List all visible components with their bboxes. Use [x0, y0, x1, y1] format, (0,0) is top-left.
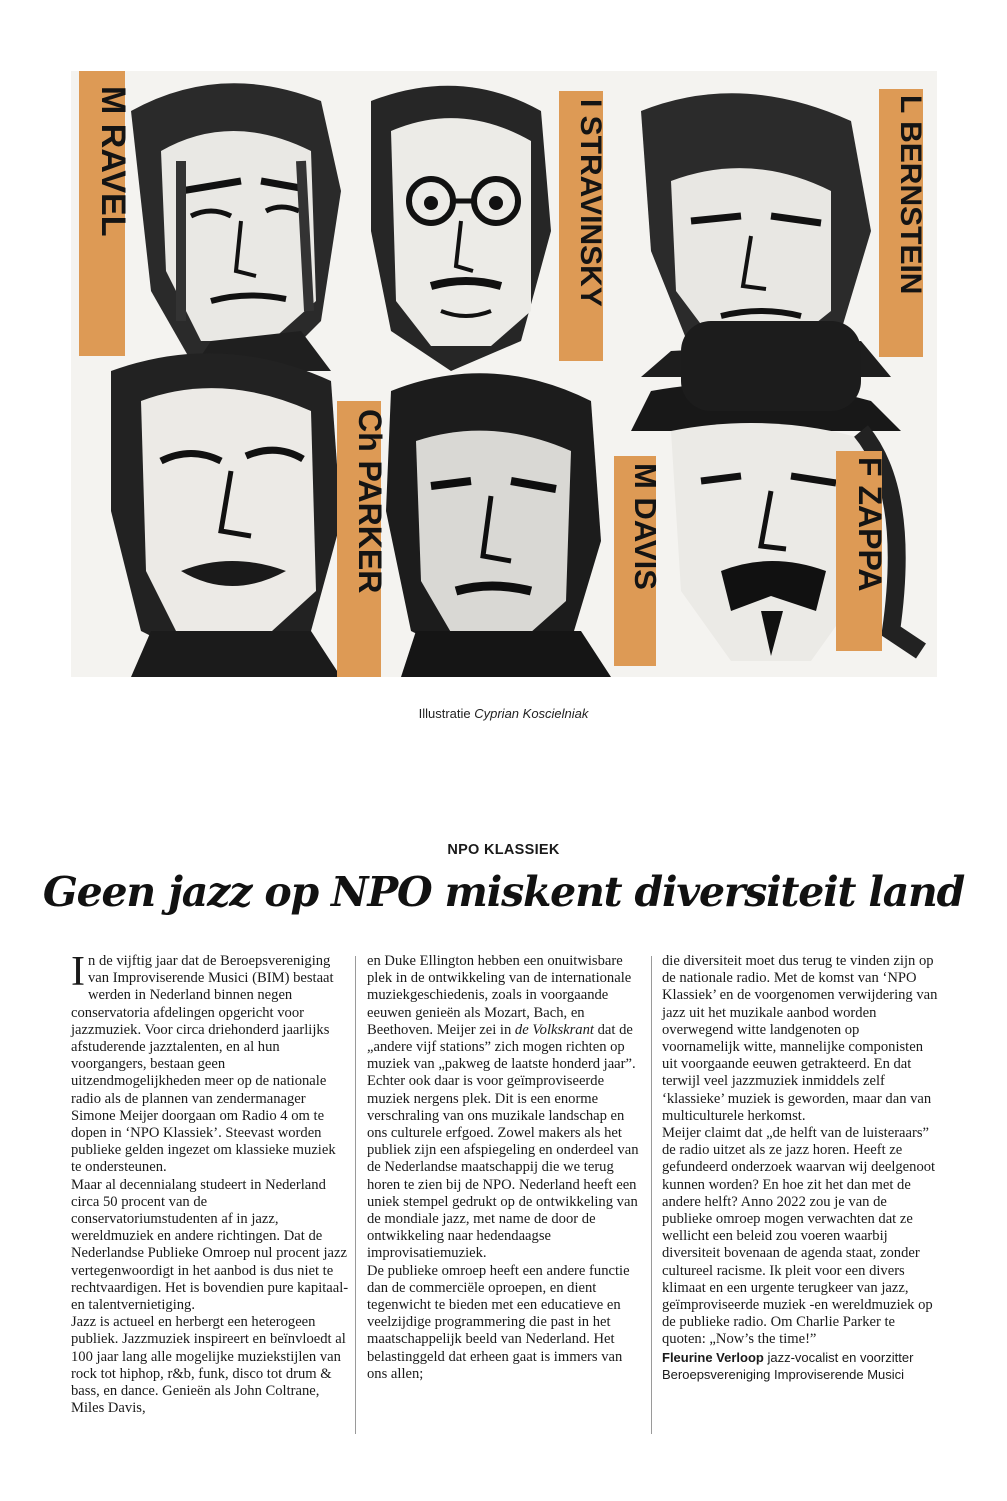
name-tape-parker: [337, 401, 388, 677]
author-signature: [662, 1349, 940, 1383]
paragraph: Meijer claimt dat „de helft van de luisteraars” de radio uitzet als ze jazz horen. Heeft ze gefundeerd onderzoek waarvan wij deelgenoot kunnen worden? En hoe zit het dan met de andere helft? Anno 2022 zou je van de publieke omroep mogen verwachten dat ze wellicht een beleid zou voeren waarbij diversiteit bovenaan de agenda staat, zonder cultureel racisme. Ik pleit voor een divers klimaat en een urgente terugkeer van jazz, geïmproviseerde muziek -en wereldmuziek op de publieke radio. Om Charlie Parker te quoten: „Now’s the time!”: [662, 1125, 936, 1348]
illustration: [71, 71, 937, 677]
article-column-3: [662, 953, 940, 1383]
credit-prefix: Illustratie: [418, 706, 475, 721]
headline: Geen jazz op NPO miskent diversiteit land: [42, 868, 965, 916]
label-bernstein: L BERNSTEIN: [894, 95, 927, 295]
illustration-credit: [0, 706, 1007, 721]
name-tape-ravel: [79, 71, 132, 356]
paragraph: De publieke omroep heeft een andere functie dan de commerciële oproepen, en dient tegenwicht te bieden met een educatieve en veelzijdige programmering die past in het maatschappelijk beeld van Nederland. Het belastinggeld dat erheen gaat is immers van ons allen;: [367, 1262, 630, 1382]
column-divider: [651, 956, 652, 1434]
name-tape-davis: [614, 456, 663, 666]
article-column-1: [71, 949, 349, 1417]
name-tape-zappa: [836, 451, 888, 651]
label-stravinsky: I STRAVINSKY: [574, 99, 607, 307]
author-role: jazz-vocalist en voorzitter Beroepsvereniging Improviserende Musici: [662, 1349, 914, 1382]
composer-portraits-drawing: [71, 71, 937, 677]
label-zappa: F ZAPPA: [852, 457, 888, 592]
paragraph: In de vijftig jaar dat de Beroepsvereniging van Improviserende Musici (BIM) bestaat werden in Nederland binnen negen conservatoria afdelingen opgericht voor jazzmuziek. Voor circa driehonderd jaarlijks afstuderende jazztalenten, en al hun voorgangers, bestaan geen uitzendmogelijkheden meer op de nationale radio als de plannen van zendermanager Simone Meijer doorgaan om Radio 4 om te dopen in ‘NPO Klassiek’. Steevast worden publieke gelden ingezet om klassieke muziek te ondersteunen.: [71, 949, 336, 1176]
credit-artist: Cyprian Koscielniak: [474, 706, 589, 721]
label-parker: Ch PARKER: [352, 409, 388, 594]
newspaper-name: de Volkskrant: [514, 1021, 594, 1038]
label-davis: M DAVIS: [628, 463, 663, 590]
label-ravel: M RAVEL: [94, 86, 132, 237]
name-tape-bernstein: [879, 89, 927, 357]
portrait-davis: [386, 373, 611, 677]
paragraph: en Duke Ellington hebben een onuitwisbare plek in de ontwikkeling van de internationale muziekgeschiedenis, zoals in voorgaande eeuwen genieën als Mozart, Bach, en Beethoven. Meijer zei in de Volkskrant dat de „andere vijf stations” zich mogen richten op muziek van „pakweg de laatste honderd jaar”. Echter ook daar is voor geïmproviseerde muziek nergens plek. Dit is een enorme verschraling van ons muzikale landschap en ons culturele erfgoed. Zowel makers als het publiek zijn een afspiegeling en onderdeel van de Nederlandse maatschappij die we terug horen te zien bij de NPO. Nederland heeft een uniek stempel gedrukt op de ontwikkeling van de mondiale jazz, met name de door de ontwikkeling naar hedendaagse improvisatiemuziek.: [367, 953, 639, 1262]
portrait-stravinsky: [371, 86, 551, 371]
section-kicker: NPO KLASSIEK: [447, 842, 560, 858]
name-tape-stravinsky: [559, 91, 607, 361]
portrait-parker: [111, 353, 341, 677]
column-divider: [355, 956, 356, 1434]
paragraph: Maar al decennialang studeert in Nederland circa 50 procent van de conservatoriumstudenten af in jazz, wereldmuziek en andere richtingen. Dat de Nederlandse Publieke Omroep nul procent jazz vertegenwoordigt in het aanbod is dus niet te rechtvaardigen. Het is bovendien pure kapitaal- en talentvernietiging.: [71, 1176, 349, 1314]
paragraph: Jazz is actueel en herbergt een heterogeen publiek. Jazzmuziek inspireert en beïnvloedt al 100 jaar lang alle mogelijke muziekstijlen van rock tot hiphop, r&b, funk, disco tot drum & bass, en dance. Genieën als John Coltrane, Miles Davis,: [71, 1314, 346, 1417]
paragraph: die diversiteit moet dus terug te vinden zijn op de nationale radio. Met de komst van ‘NPO Klassiek’ en de voorgenomen verwijdering van jazz uit het muzikale aanbod worden overwegend witte landgenoten op voornamelijk witte, mannelijke componisten uit voorgaande eeuwen getrakteerd. En dat terwijl veel jazzmuziek inmiddels zelf ‘klassieke’ muziek is geworden, maar dan van multiculturele herkomst.: [662, 953, 938, 1124]
drop-cap: I: [71, 949, 85, 995]
article-column-2: [367, 953, 645, 1383]
author-name: Fleurine Verloop: [662, 1349, 764, 1365]
